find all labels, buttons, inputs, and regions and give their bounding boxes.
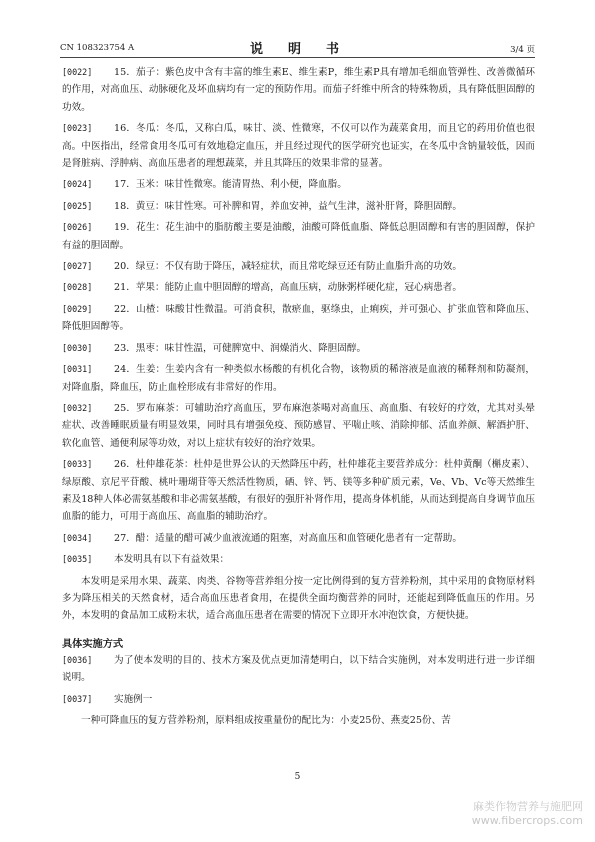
beneficial-effects-paragraph: 本发明是采用水果、蔬菜、肉类、谷物等营养组分按一定比例得到的复方营养粉剂，其中采用的食物原材料多为降压相关的天然食材，适合高血压患者食用，在提供全面均衡营养的同时，还能起到降低血压的作用。另外，本发明的食品加工成粉末状，适合高血压患者在需要的情况下立即开水冲泡饮食，方便快捷。 [62, 575, 535, 622]
paragraph-number: [0034] [62, 532, 93, 543]
paragraph-text: 21．苹果：能防止血中胆固醇的增高，高血压病，动脉粥样硬化症，冠心病患者。 [114, 282, 462, 294]
formula-paragraph: 一种可降血压的复方营养粉剂，原料组成按重量份的配比为：小麦25份、燕麦25份、苦 [81, 715, 451, 726]
document-body [62, 64, 535, 733]
watermark-site-name: 麻类作物营养与施肥网 [473, 800, 583, 813]
page-header [60, 38, 535, 56]
page-number: 5 [294, 772, 301, 782]
paragraph-0034 [62, 530, 535, 547]
paragraph-number: [0029] [62, 303, 93, 314]
paragraph-text: 24．生姜：生姜内含有一种类似水杨酸的有机化合物，该物质的稀溶液是血液的稀释剂和防凝剂，对降血脂，降血压，防止血栓形成有非常好的作用。 [62, 364, 535, 393]
paragraph-text: 27．醋：适量的醋可减少血液流通的阻塞，对高血压和血管硬化患者有一定帮助。 [114, 532, 462, 544]
section-title: 具体实施方式 [62, 638, 124, 650]
paragraph-number: [0024] [62, 179, 93, 190]
paragraph-number: [0028] [62, 282, 93, 293]
paragraph-text: 16．冬瓜：冬瓜，又称白瓜，味甘、淡、性微寒，不仅可以作为蔬菜食用，而且它的药用价值也很高。中医指出，经常食用冬瓜可有效地稳定血压，并且经过现代的医学研究也证实，在冬瓜中含钠量较低，因而是肾脏病、浮肿病、高血压患者的理想蔬菜，并且其降压的效果非常的显著。 [62, 123, 535, 170]
page-info: 3/4 页 [510, 45, 535, 55]
watermark-url: www.fibercrops.com [471, 814, 583, 827]
paragraph-text: 15．茄子：紫色皮中含有丰富的维生素E、维生素P，维生素P具有增加毛细血管弹性、改善微循环的作用，对高血压、动脉硬化及坏血病均有一定的预防作用。而茄子纤维中所含的特殊物质，具有降低胆固醇的功效。 [62, 67, 535, 113]
paragraph-0026 [62, 219, 535, 254]
paragraph-number: [0036] [62, 654, 93, 665]
paragraph-number: [0022] [62, 67, 93, 77]
paragraph-0032 [62, 400, 535, 452]
document-title: 说 明 书 [249, 42, 345, 57]
paragraph-0037 [62, 691, 535, 708]
paragraph-text: 19．花生：花生油中的脂肪酸主要是油酸，油酸可降低血脂、降低总胆固醇和有害的胆固醇，保护有益的胆固醇。 [62, 222, 535, 251]
paragraph-0031 [62, 361, 535, 396]
paragraph-0035 [62, 551, 535, 568]
paragraph-text: 本发明具有以下有益效果： [114, 554, 230, 566]
paragraph-text: 17．玉米：味甘性微寒。能清胃热、利小便，降血脂。 [114, 179, 347, 191]
watermark [472, 800, 583, 828]
paragraph-number: [0023] [62, 123, 93, 134]
paragraph-text: 25．罗布麻茶：可辅助治疗高血压，罗布麻泡茶喝对高血压、高血脂、有较好的疗效，尤其对头晕症状、改善睡眠质量有明显效果，同时具有增强免疫、预防感冒、平喘止咳、消除抑郁、活血养颜、解酒护肝、软化血管、通便利尿等功效，对以上症状有较好的治疗效果。 [62, 402, 535, 449]
paragraph-0024 [62, 176, 535, 193]
paragraph-number: [0031] [62, 364, 93, 375]
paragraph-text: 实施例一 [114, 693, 153, 705]
paragraph-number: [0037] [62, 693, 93, 704]
header-rule [60, 57, 535, 58]
paragraph-0033 [62, 456, 535, 526]
paragraph-number: [0032] [62, 402, 93, 413]
paragraph-text: 22．山楂：味酸甘性微温。可消食积，散瘀血，驱绦虫，止痢疾，并可强心、扩张血管和降血压、降低胆固醇等。 [62, 303, 535, 333]
paragraph-text: 26．杜仲雄花茶：杜仲是世界公认的天然降压中药，杜仲雄花主要营养成分：杜仲黄酮（槲皮素）、绿原酸、京尼平苷酸、桃叶珊瑚苷等天然活性物质，硒、锌、钙、镁等多种矿质元素，Ve、Vb、Vc等天然维生素及18种人体必需氨基酸和非必需氨基酸，有很好的强肝补肾作用，提高身体机能，从而达到提高自身调节血压血脂的能力，可用于高血压、高血脂的辅助治疗。 [62, 459, 535, 523]
paragraph-0027 [62, 258, 535, 275]
paragraph-0022 [62, 64, 535, 116]
document-number: CN 108323754 A [60, 43, 135, 53]
paragraph-0036 [62, 652, 535, 687]
paragraph-number: [0026] [62, 222, 93, 233]
paragraph-0025 [62, 198, 535, 215]
paragraph-number: [0033] [62, 459, 93, 470]
paragraph-text: 20．绿豆：不仅有助于降压，减轻症状，而且常吃绿豆还有防止血脂升高的功效。 [114, 261, 462, 273]
paragraph-0023 [62, 120, 535, 172]
paragraph-number: [0030] [62, 342, 93, 353]
paragraph-0028 [62, 279, 535, 296]
paragraph-0029 [62, 301, 535, 336]
paragraph-number: [0025] [62, 200, 93, 211]
paragraph-text: 23．黑枣：味甘性温，可健脾宽中、润燥消火、降胆固醇。 [114, 342, 367, 354]
paragraph-number: [0035] [62, 554, 93, 565]
paragraph-number: [0027] [62, 261, 93, 272]
paragraph-0030 [62, 340, 535, 357]
paragraph-text: 18．黄豆：味甘性寒。可补脾和胃，养血安神，益气生津，滋补肝肾，降胆固醇。 [114, 200, 462, 212]
paragraph-text: 为了使本发明的目的、技术方案及优点更加清楚明白，以下结合实施例，对本发明进行进一步详细说明。 [62, 654, 535, 684]
